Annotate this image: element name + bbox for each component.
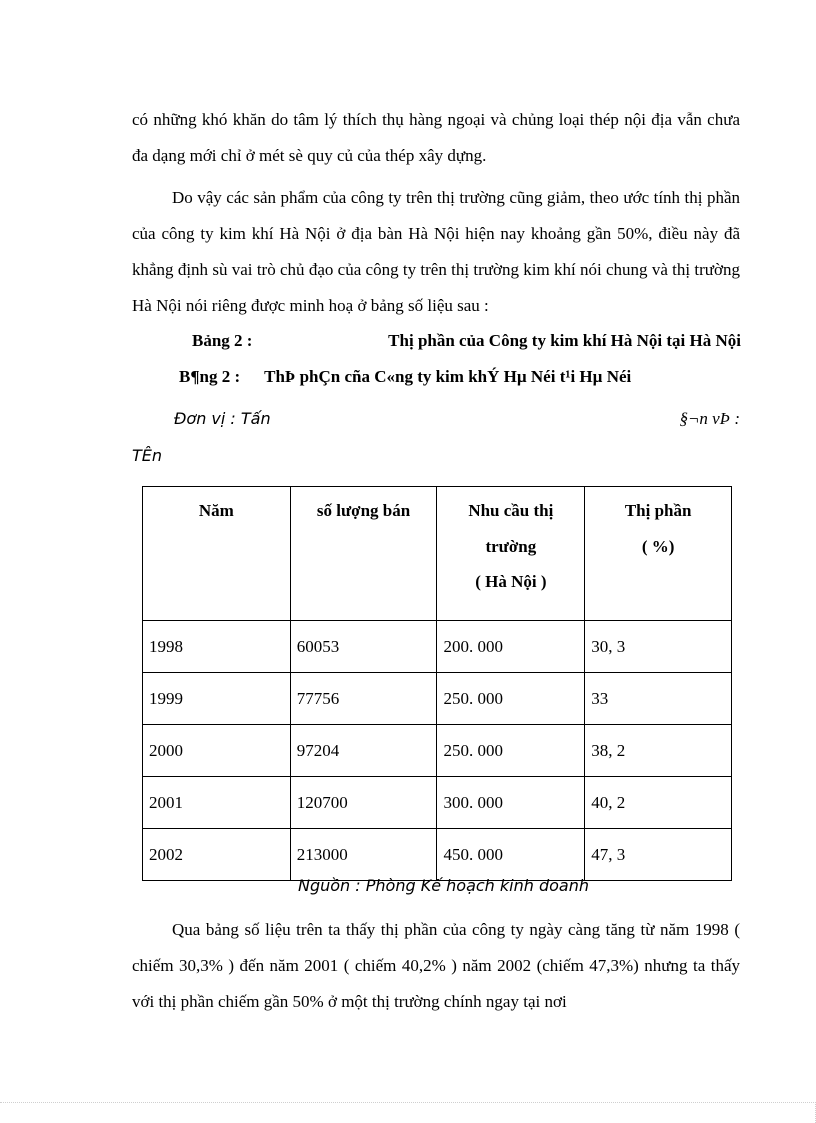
table-row <box>143 725 732 777</box>
table-title-garbled-label: B¶ng 2 : <box>179 367 241 386</box>
cell-sales: 213000 <box>290 829 437 881</box>
table-row <box>143 621 732 673</box>
header-market-demand <box>437 487 585 621</box>
table-source: Nguồn : Phòng Kế hoạch kinh doanh <box>298 876 590 895</box>
cell-demand: 200. 000 <box>437 621 585 673</box>
table-title-garbled <box>179 367 631 387</box>
cell-sales: 120700 <box>290 777 437 829</box>
header-sales-volume: số lượng bán <box>290 487 437 621</box>
header-market-share-unit: ( %) <box>641 537 675 556</box>
header-market-demand-label: Nhu cầu thị trường <box>468 501 554 556</box>
unit-label-garbled: §¬n vÞ : <box>679 409 740 428</box>
table-header-row <box>143 487 732 621</box>
cell-year: 2000 <box>143 725 291 777</box>
table-row <box>143 673 732 725</box>
cell-share: 30, 3 <box>585 621 732 673</box>
paragraph-analysis: Qua bảng số liệu trên ta thấy thị phần của công ty ngày càng tăng từ năm 1998 ( chiếm 30,3% ) đến năm 2001 ( chiếm 40,2% ) năm 2002 (chiếm 47,3%) nhưng ta thấy với thị phần chiếm gần 50% ở một thị trường chính ngay tại nơi <box>132 920 740 1011</box>
paragraph-intro: có những khó khăn do tâm lý thích thụ hàng ngoại và chủng loại thép nội địa vẫn chưa đa dạng mới chỉ ở mét sè quy củ của thép xây dựng. <box>132 110 740 165</box>
unit-label-garbled-wrap: TÊn <box>132 446 163 465</box>
cell-share: 47, 3 <box>585 829 732 881</box>
cell-year: 1998 <box>143 621 291 673</box>
cell-demand: 250. 000 <box>437 673 585 725</box>
table-row <box>143 777 732 829</box>
cell-sales: 97204 <box>290 725 437 777</box>
header-year: Năm <box>143 487 291 621</box>
cell-share: 40, 2 <box>585 777 732 829</box>
unit-label: Đơn vị : Tấn <box>174 409 271 428</box>
cell-demand: 250. 000 <box>437 725 585 777</box>
cell-year: 2001 <box>143 777 291 829</box>
cell-sales: 60053 <box>290 621 437 673</box>
cell-demand: 450. 000 <box>437 829 585 881</box>
header-market-share <box>585 487 732 621</box>
table-row <box>143 829 732 881</box>
table-title-label: Bảng 2 : <box>192 331 253 350</box>
paragraph-market-share: Do vậy các sản phẩm của công ty trên thị trường cũng giảm, theo ước tính thị phần của công ty kim khí Hà Nội ở địa bàn Hà Nội hiện nay khoảng gần 50%, điều này đã khẳng định sù vai trò chủ đạo của công ty trên thị trường kim khí nói chung và thị trường Hà Nội nói riêng được minh hoạ ở bảng số liệu sau : <box>132 188 740 315</box>
header-market-share-label: Thị phần <box>624 501 692 520</box>
table-title-text: Thị phần của Công ty kim khí Hà Nội tại Hà Nội <box>388 331 741 350</box>
table-title-garbled-text: ThÞ phÇn cña C«ng ty kim khÝ Hµ Néi t¹i Hµ Néi <box>264 367 632 386</box>
cell-year: 2002 <box>143 829 291 881</box>
table-title <box>192 331 741 351</box>
cell-share: 33 <box>585 673 732 725</box>
header-market-demand-region: ( Hà Nội ) <box>475 572 547 591</box>
cell-share: 38, 2 <box>585 725 732 777</box>
cell-demand: 300. 000 <box>437 777 585 829</box>
cell-sales: 77756 <box>290 673 437 725</box>
cell-year: 1999 <box>143 673 291 725</box>
page-edge <box>0 1102 816 1123</box>
market-share-table <box>142 486 732 881</box>
